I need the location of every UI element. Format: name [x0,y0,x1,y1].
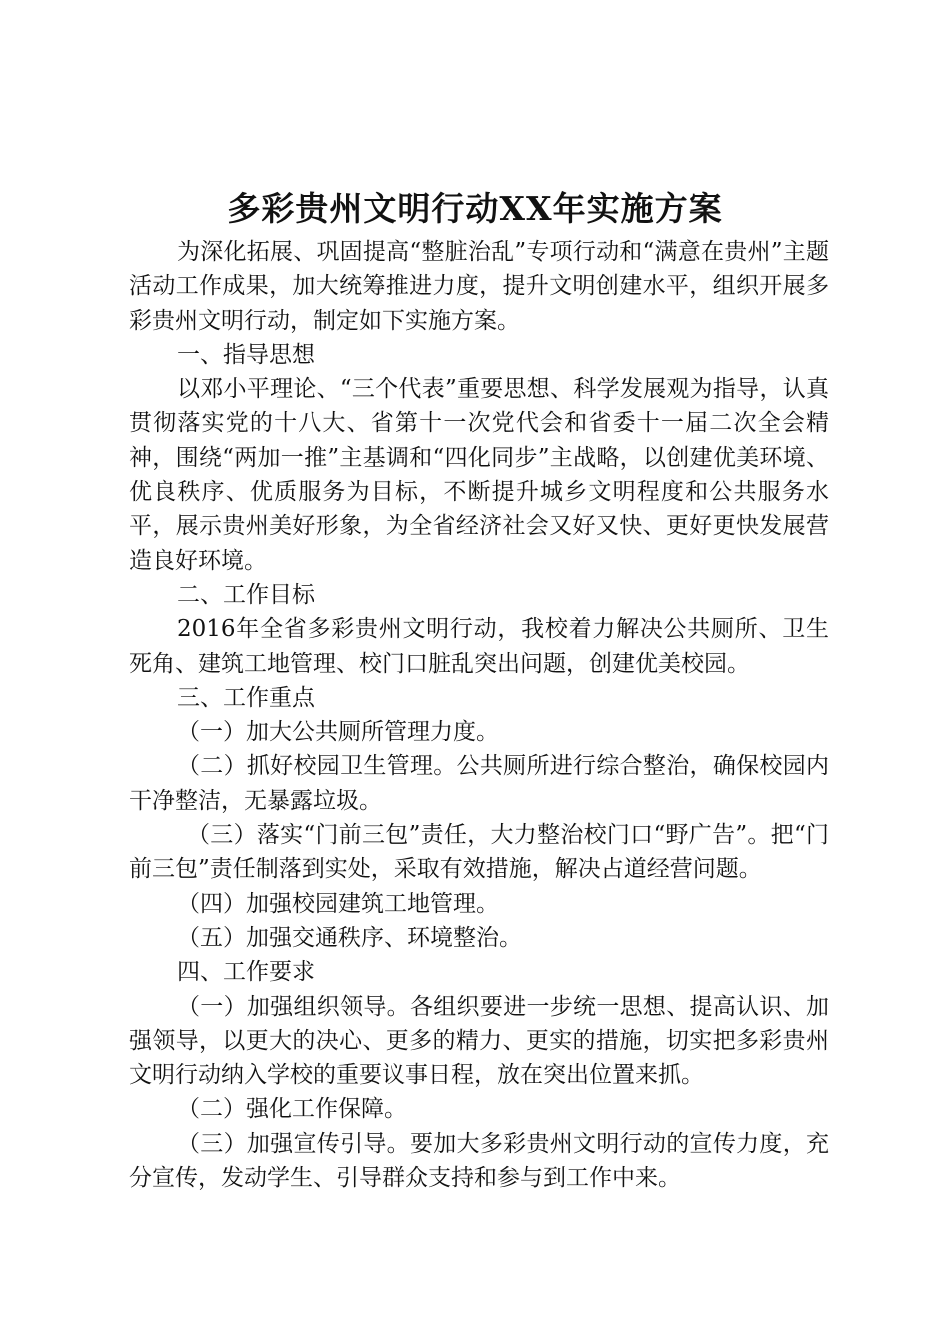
section-heading-work-requirements: 四、工作要求 [177,959,315,986]
work-focus-item-3: （三）落实“门前三包”责任，大力整治校门口“野广告”。把“门前三包”责任制落到实处，采取有效措施，解决占道经营问题。 [129,822,829,883]
work-focus-item-2: （二）抓好校园卫生管理。公共厕所进行综合整治，确保校园内干净整洁，无暴露垃圾。 [129,753,829,814]
work-focus-item-5: （五）加强交通秩序、环境整治。 [177,924,522,951]
work-goals-paragraph: 2016年全省多彩贵州文明行动，我校着力解决公共厕所、卫生死角、建筑工地管理、校门口脏乱突出问题，创建优美校园。 [129,616,829,677]
intro-paragraph: 为深化拓展、巩固提高“整脏治乱”专项行动和“满意在贵州”主题活动工作成果，加大统筹推进力度，提升文明创建水平，组织开展多彩贵州文明行动，制定如下实施方案。 [129,239,829,334]
work-focus-item-4: （四）加强校园建筑工地管理。 [177,890,499,917]
work-requirements-item-2: （二）强化工作保障。 [177,1096,407,1123]
work-requirements-item-1: （一）加强组织领导。各组织要进一步统一思想、提高认识、加强领导，以更大的决心、更多的精力、更实的措施，切实把多彩贵州文明行动纳入学校的重要议事日程，放在突出位置来抓。 [129,993,829,1089]
section-heading-work-focus: 三、工作重点 [177,684,315,711]
document-body [129,235,829,1195]
section-heading-guiding-thought: 一、指导思想 [177,341,315,368]
section-heading-work-goals: 二、工作目标 [177,581,315,608]
guiding-thought-paragraph: 以邓小平理论、“三个代表”重要思想、科学发展观为指导，认真贯彻落实党的十八大、省第十一次党代会和省委十一届二次全会精神，围绕“两加一推”主基调和“四化同步”主战略，以创建优美环境、优良秩序、优质服务为目标，不断提升城乡文明程度和公共服务水平，展示贵州美好形象，为全省经济社会又好又快、更好更快发展营造良好环境。 [129,376,829,574]
document-title: 多彩贵州文明行动XX年实施方案 [227,189,723,228]
work-focus-item-1: （一）加大公共厕所管理力度。 [177,719,499,746]
work-requirements-item-3: （三）加强宣传引导。要加大多彩贵州文明行动的宣传力度，充分宣传，发动学生、引导群众支持和参与到工作中来。 [129,1130,829,1192]
